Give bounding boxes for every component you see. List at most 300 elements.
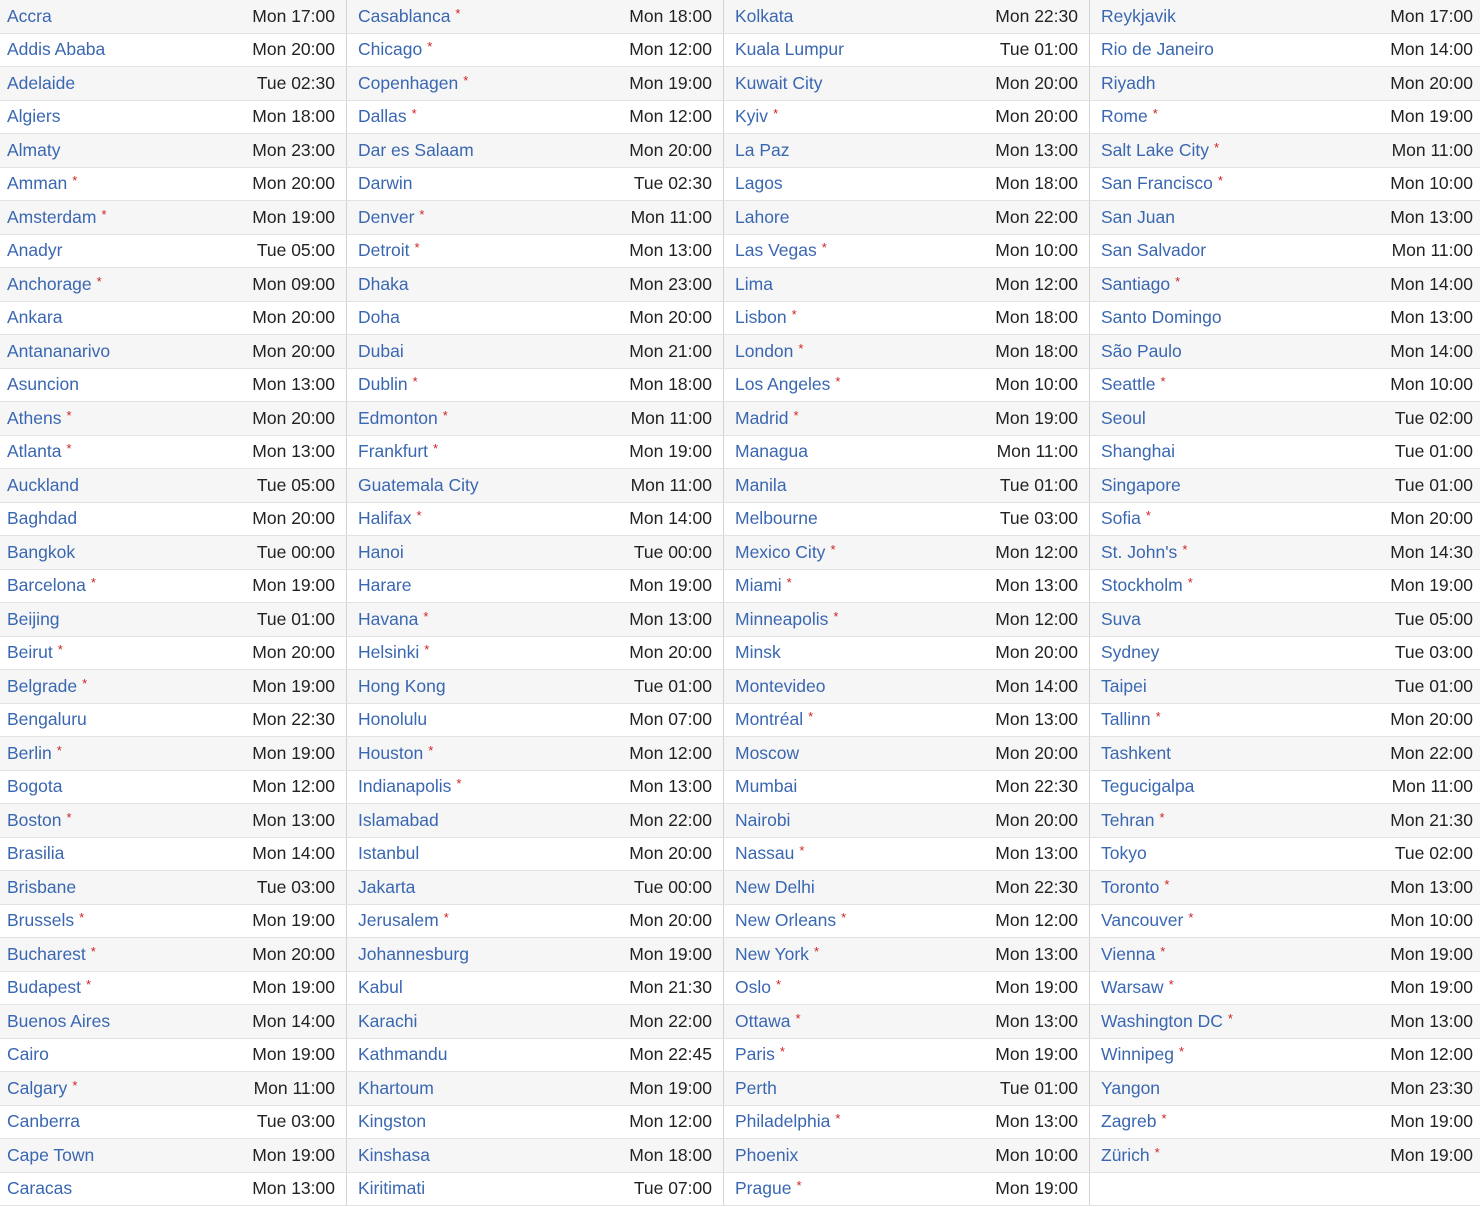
city-link[interactable]: Harare — [358, 575, 412, 596]
city-link[interactable]: Bangkok — [7, 541, 76, 562]
city-label-group — [1101, 542, 1187, 563]
city-time-cell — [1090, 436, 1480, 469]
city-link[interactable]: New Orleans — [735, 910, 837, 931]
local-time: Mon 22:00 — [629, 809, 712, 830]
city-link[interactable]: Suva — [1101, 608, 1141, 629]
city-link[interactable]: Moscow — [735, 742, 800, 763]
table-row — [0, 603, 1480, 637]
city-link[interactable]: Lahore — [735, 206, 790, 227]
city-link[interactable]: Kingston — [358, 1111, 427, 1132]
city-link[interactable]: St. John's — [1101, 541, 1178, 562]
local-time: Mon 20:00 — [252, 340, 335, 361]
city-label-group — [7, 977, 91, 998]
local-time: Mon 12:00 — [629, 106, 712, 127]
city-link[interactable]: Brasilia — [7, 843, 65, 864]
city-link[interactable]: Atlanta — [7, 441, 62, 462]
city-link[interactable]: Beijing — [7, 608, 60, 629]
local-time: Mon 20:00 — [995, 742, 1078, 763]
city-link[interactable]: Mexico City — [735, 541, 826, 562]
local-time: Mon 22:45 — [629, 1044, 712, 1065]
city-link[interactable]: Edmonton — [358, 407, 438, 428]
city-link[interactable]: Chicago — [358, 39, 423, 60]
city-link[interactable]: Lagos — [735, 173, 783, 194]
local-time: Mon 10:00 — [995, 374, 1078, 395]
city-time-cell — [347, 436, 724, 469]
city-link[interactable]: Paris — [735, 1044, 775, 1065]
city-link[interactable]: Anadyr — [7, 240, 63, 261]
table-row — [0, 1106, 1480, 1140]
city-link[interactable]: Rome — [1101, 106, 1148, 127]
city-label-group — [358, 609, 428, 630]
city-label-group — [1101, 1078, 1160, 1099]
city-link[interactable]: São Paulo — [1101, 340, 1182, 361]
city-link[interactable]: Phoenix — [735, 1144, 799, 1165]
city-label-group — [1101, 843, 1147, 864]
city-link[interactable]: Lima — [735, 273, 773, 294]
city-link[interactable]: Kuala Lumpur — [735, 39, 844, 60]
city-link[interactable]: Warsaw — [1101, 977, 1164, 998]
city-link[interactable]: Amman — [7, 173, 68, 194]
local-time: Tue 01:00 — [1394, 474, 1473, 495]
local-time: Tue 00:00 — [633, 541, 712, 562]
city-link[interactable]: Darwin — [358, 173, 413, 194]
city-link[interactable]: Helsinki — [358, 642, 420, 663]
local-time: Mon 07:00 — [629, 709, 712, 730]
local-time: Mon 19:00 — [252, 1144, 335, 1165]
city-label-group — [7, 1111, 80, 1132]
local-time: Tue 03:00 — [1394, 642, 1473, 663]
local-time: Mon 13:00 — [252, 809, 335, 830]
city-link[interactable]: Taipei — [1101, 675, 1147, 696]
city-link[interactable]: Indianapolis — [358, 776, 452, 797]
asterisk-marker: * — [1145, 508, 1151, 524]
city-label-group — [358, 6, 460, 27]
asterisk-marker: * — [456, 776, 462, 792]
city-label-group — [358, 441, 438, 462]
city-link[interactable]: Athens — [7, 407, 62, 428]
city-label-group — [358, 307, 400, 328]
city-link[interactable]: Singapore — [1101, 474, 1181, 495]
city-link[interactable]: Manila — [735, 474, 787, 495]
city-link[interactable]: Bogota — [7, 776, 63, 797]
city-link[interactable]: Perth — [735, 1077, 777, 1098]
table-row — [0, 67, 1480, 101]
city-time-cell — [1090, 402, 1480, 435]
city-time-cell — [0, 469, 347, 502]
city-time-cell — [724, 1106, 1090, 1139]
city-link[interactable]: Montevideo — [735, 675, 826, 696]
city-time-cell — [0, 0, 347, 33]
local-time: Tue 01:00 — [999, 474, 1078, 495]
city-link[interactable]: Philadelphia — [735, 1111, 831, 1132]
city-link[interactable]: Los Angeles — [735, 374, 831, 395]
local-time: Tue 01:00 — [999, 39, 1078, 60]
city-link[interactable]: Zürich — [1101, 1144, 1150, 1165]
city-time-cell — [0, 938, 347, 971]
city-link[interactable]: Hong Kong — [358, 675, 446, 696]
local-time: Mon 18:00 — [629, 1144, 712, 1165]
city-time-cell — [724, 603, 1090, 636]
asterisk-marker: * — [1154, 1144, 1160, 1160]
city-link[interactable]: Seoul — [1101, 407, 1146, 428]
city-link[interactable]: Brussels — [7, 910, 75, 931]
table-row — [0, 302, 1480, 336]
city-time-cell — [347, 503, 724, 536]
city-time-cell — [1090, 1106, 1480, 1139]
city-link[interactable]: Boston — [7, 809, 62, 830]
city-label-group — [1101, 341, 1182, 362]
city-link[interactable]: New Delhi — [735, 876, 815, 897]
city-link[interactable]: Halifax — [358, 508, 412, 529]
local-time: Mon 19:00 — [629, 1077, 712, 1098]
city-link[interactable]: Jakarta — [358, 876, 416, 897]
city-link[interactable]: Toronto — [1101, 876, 1160, 897]
city-label-group — [358, 810, 439, 831]
city-link[interactable]: Mumbai — [735, 776, 798, 797]
city-link[interactable]: Bengaluru — [7, 709, 87, 730]
local-time: Mon 12:00 — [995, 910, 1078, 931]
city-link[interactable]: London — [735, 340, 794, 361]
local-time: Tue 01:00 — [256, 608, 335, 629]
city-time-cell — [347, 972, 724, 1005]
city-link[interactable]: Shanghai — [1101, 441, 1175, 462]
asterisk-marker: * — [841, 910, 847, 926]
city-link[interactable]: Tokyo — [1101, 843, 1147, 864]
city-time-cell — [347, 570, 724, 603]
city-link[interactable]: Istanbul — [358, 843, 420, 864]
asterisk-marker: * — [96, 273, 102, 289]
city-link[interactable]: Dhaka — [358, 273, 409, 294]
table-row — [0, 905, 1480, 939]
city-label-group — [1101, 877, 1169, 898]
asterisk-marker: * — [412, 374, 418, 390]
local-time: Mon 18:00 — [629, 374, 712, 395]
city-link[interactable]: Hanoi — [358, 541, 404, 562]
city-label-group — [7, 575, 96, 596]
table-row — [0, 536, 1480, 570]
asterisk-marker: * — [424, 642, 430, 658]
city-link[interactable]: Reykjavik — [1101, 5, 1176, 26]
city-link[interactable]: Zagreb — [1101, 1111, 1157, 1132]
city-link[interactable]: Buenos Aires — [7, 1010, 111, 1031]
city-link[interactable]: Adelaide — [7, 72, 76, 93]
city-link[interactable]: Tehran — [1101, 809, 1155, 830]
city-link[interactable]: Oslo — [735, 977, 771, 998]
city-link[interactable]: Bucharest — [7, 943, 86, 964]
city-label-group — [735, 408, 799, 429]
city-link[interactable]: Santiago — [1101, 273, 1171, 294]
city-link[interactable]: Denver — [358, 206, 415, 227]
local-time: Mon 09:00 — [252, 273, 335, 294]
local-time: Mon 19:00 — [995, 977, 1078, 998]
city-link[interactable]: Salt Lake City — [1101, 139, 1209, 160]
city-link[interactable]: Las Vegas — [735, 240, 817, 261]
city-label-group — [735, 575, 792, 596]
city-link[interactable]: Kiritimati — [358, 1178, 426, 1199]
local-time: Mon 14:00 — [629, 508, 712, 529]
city-link[interactable]: Vancouver — [1101, 910, 1184, 931]
city-link[interactable]: Sydney — [1101, 642, 1160, 663]
local-time: Mon 22:00 — [629, 1010, 712, 1031]
city-time-cell — [0, 168, 347, 201]
city-link[interactable]: San Juan — [1101, 206, 1175, 227]
local-time: Tue 03:00 — [256, 876, 335, 897]
local-time: Mon 12:00 — [629, 1111, 712, 1132]
asterisk-marker: * — [795, 1010, 801, 1026]
city-time-cell — [1090, 871, 1480, 904]
city-link[interactable]: Jerusalem — [358, 910, 439, 931]
city-time-cell — [347, 335, 724, 368]
city-label-group — [358, 944, 469, 965]
asterisk-marker: * — [1160, 943, 1166, 959]
asterisk-marker: * — [433, 441, 439, 457]
local-time: Mon 19:00 — [252, 675, 335, 696]
city-link[interactable]: Tegucigalpa — [1101, 776, 1195, 797]
city-link[interactable]: Auckland — [7, 474, 79, 495]
local-time: Mon 13:00 — [1390, 206, 1473, 227]
local-time: Mon 18:00 — [995, 307, 1078, 328]
city-label-group — [358, 73, 468, 94]
city-link[interactable]: Vienna — [1101, 943, 1156, 964]
city-link[interactable]: Minneapolis — [735, 608, 829, 629]
local-time: Tue 02:00 — [1394, 407, 1473, 428]
asterisk-marker: * — [72, 173, 78, 189]
local-time: Mon 13:00 — [995, 943, 1078, 964]
city-link[interactable]: Madrid — [735, 407, 789, 428]
city-label-group — [7, 877, 76, 898]
local-time: Mon 19:00 — [1390, 1144, 1473, 1165]
local-time: Mon 20:00 — [629, 910, 712, 931]
city-time-cell — [347, 871, 724, 904]
city-link[interactable]: Budapest — [7, 977, 81, 998]
city-label-group — [358, 341, 404, 362]
city-link[interactable]: Minsk — [735, 642, 781, 663]
city-time-cell — [724, 201, 1090, 234]
city-label-group — [735, 709, 813, 730]
city-time-cell — [347, 168, 724, 201]
local-time: Mon 11:00 — [630, 474, 712, 495]
city-link[interactable]: Ankara — [7, 307, 63, 328]
city-link[interactable]: Melbourne — [735, 508, 818, 529]
city-link[interactable]: Beirut — [7, 642, 53, 663]
asterisk-marker: * — [66, 809, 72, 825]
city-link[interactable]: Yangon — [1101, 1077, 1161, 1098]
city-link[interactable]: Stockholm — [1101, 575, 1183, 596]
city-time-cell — [724, 771, 1090, 804]
city-link[interactable]: Sofia — [1101, 508, 1141, 529]
city-link[interactable]: Kuwait City — [735, 72, 823, 93]
city-link[interactable]: Ottawa — [735, 1010, 791, 1031]
city-link[interactable]: Doha — [358, 307, 400, 328]
city-link[interactable]: Lisbon — [735, 307, 787, 328]
city-link[interactable]: Tallinn — [1101, 709, 1151, 730]
city-link[interactable]: Dubai — [358, 340, 404, 361]
city-link[interactable]: Cape Town — [7, 1144, 95, 1165]
city-link[interactable]: Caracas — [7, 1178, 73, 1199]
city-label-group — [735, 106, 778, 127]
city-time-cell — [724, 570, 1090, 603]
city-link[interactable]: Dar es Salaam — [358, 139, 474, 160]
city-link[interactable]: Washington DC — [1101, 1010, 1223, 1031]
city-link[interactable]: Winnipeg — [1101, 1044, 1174, 1065]
city-link[interactable]: New York — [735, 943, 809, 964]
city-time-cell — [1090, 101, 1480, 134]
city-link[interactable]: Berlin — [7, 742, 52, 763]
city-link[interactable]: San Francisco — [1101, 173, 1213, 194]
city-link[interactable]: Canberra — [7, 1111, 80, 1132]
city-time-cell — [724, 1072, 1090, 1105]
city-time-cell — [1090, 134, 1480, 167]
city-label-group — [358, 39, 432, 60]
city-link[interactable]: Houston — [358, 742, 424, 763]
local-time: Mon 20:00 — [995, 642, 1078, 663]
local-time: Mon 20:00 — [252, 39, 335, 60]
city-label-group — [358, 374, 418, 395]
city-label-group — [1101, 709, 1161, 730]
city-link[interactable]: Rio de Janeiro — [1101, 39, 1214, 60]
local-time: Mon 19:00 — [629, 943, 712, 964]
city-link[interactable]: Accra — [7, 5, 52, 26]
city-link[interactable]: Seattle — [1101, 374, 1156, 395]
city-time-cell — [347, 737, 724, 770]
city-link[interactable]: Nairobi — [735, 809, 791, 830]
city-link[interactable]: Barcelona — [7, 575, 86, 596]
city-link[interactable]: Copenhagen — [358, 72, 459, 93]
city-time-cell — [347, 1139, 724, 1172]
city-link[interactable]: Montréal — [735, 709, 804, 730]
city-link[interactable]: Dublin — [358, 374, 408, 395]
city-label-group — [1101, 676, 1147, 697]
asterisk-marker: * — [786, 575, 792, 591]
city-label-group — [1101, 910, 1193, 931]
city-link[interactable]: Kabul — [358, 977, 403, 998]
city-link[interactable]: Cairo — [7, 1044, 49, 1065]
city-label-group — [735, 240, 827, 261]
city-link[interactable]: Kyiv — [735, 106, 769, 127]
city-link[interactable]: Kinshasa — [358, 1144, 430, 1165]
city-link[interactable]: Khartoum — [358, 1077, 434, 1098]
city-link[interactable]: Managua — [735, 441, 808, 462]
city-link[interactable]: La Paz — [735, 139, 790, 160]
asterisk-marker: * — [79, 910, 85, 926]
city-label-group — [735, 944, 819, 965]
city-time-cell — [1090, 938, 1480, 971]
city-label-group — [735, 73, 823, 94]
city-label-group — [735, 1145, 798, 1166]
city-link[interactable]: Santo Domingo — [1101, 307, 1222, 328]
city-link[interactable]: Baghdad — [7, 508, 78, 529]
city-link[interactable]: Tashkent — [1101, 742, 1172, 763]
city-time-cell — [724, 670, 1090, 703]
city-link[interactable]: Anchorage — [7, 273, 92, 294]
city-link[interactable]: Miami — [735, 575, 782, 596]
asterisk-marker: * — [1213, 139, 1220, 155]
city-link[interactable]: Dallas — [358, 106, 407, 127]
city-label-group — [7, 441, 72, 462]
city-time-cell — [0, 637, 347, 670]
local-time: Mon 12:00 — [1390, 1044, 1473, 1065]
city-link[interactable]: San Salvador — [1101, 240, 1207, 261]
city-time-cell — [1090, 369, 1480, 402]
local-time: Mon 20:00 — [1390, 508, 1473, 529]
city-time-cell — [724, 268, 1090, 301]
city-link[interactable]: Almaty — [7, 139, 61, 160]
city-label-group — [358, 776, 461, 797]
city-link[interactable]: Addis Ababa — [7, 39, 106, 60]
city-time-cell — [1090, 838, 1480, 871]
city-link[interactable]: Honolulu — [358, 709, 428, 730]
city-time-cell — [0, 1005, 347, 1038]
city-label-group — [735, 274, 773, 295]
city-link[interactable]: Havana — [358, 608, 419, 629]
city-time-cell — [347, 938, 724, 971]
local-time: Mon 12:00 — [629, 39, 712, 60]
city-link[interactable]: Algiers — [7, 106, 61, 127]
asterisk-marker: * — [72, 1077, 78, 1093]
city-label-group — [1101, 173, 1223, 194]
city-link[interactable]: Johannesburg — [358, 943, 469, 964]
city-link[interactable]: Asuncion — [7, 374, 79, 395]
local-time: Mon 17:00 — [252, 5, 335, 26]
city-link[interactable]: Brisbane — [7, 876, 77, 897]
city-link[interactable]: Islamabad — [358, 809, 439, 830]
city-link[interactable]: Guatemala City — [358, 474, 479, 495]
city-link[interactable]: Karachi — [358, 1010, 418, 1031]
city-link[interactable]: Belgrade — [7, 675, 78, 696]
city-link[interactable]: Kolkata — [735, 5, 794, 26]
city-time-cell — [724, 804, 1090, 837]
city-time-cell — [0, 838, 347, 871]
local-time: Mon 19:00 — [995, 1178, 1078, 1199]
city-time-cell — [0, 670, 347, 703]
city-link[interactable]: Calgary — [7, 1077, 68, 1098]
city-link[interactable]: Riyadh — [1101, 72, 1156, 93]
local-time: Tue 05:00 — [256, 240, 335, 261]
city-link[interactable]: Antananarivo — [7, 340, 111, 361]
city-time-cell — [0, 603, 347, 636]
local-time: Tue 02:00 — [1394, 843, 1473, 864]
local-time: Mon 11:00 — [253, 1077, 335, 1098]
city-link[interactable]: Casablanca — [358, 5, 451, 26]
city-link[interactable]: Kathmandu — [358, 1044, 448, 1065]
city-label-group — [7, 274, 102, 295]
local-time: Mon 19:00 — [1390, 943, 1473, 964]
city-time-cell — [0, 34, 347, 67]
local-time: Mon 18:00 — [995, 340, 1078, 361]
asterisk-marker: * — [427, 39, 433, 55]
city-label-group — [7, 508, 77, 529]
local-time: Tue 01:00 — [999, 1077, 1078, 1098]
city-label-group — [7, 776, 62, 797]
city-link[interactable]: Detroit — [358, 240, 410, 261]
city-link[interactable]: Nassau — [735, 843, 795, 864]
local-time: Tue 07:00 — [633, 1178, 712, 1199]
city-link[interactable]: Frankfurt — [358, 441, 429, 462]
local-time: Mon 20:00 — [629, 139, 712, 160]
city-time-cell — [0, 704, 347, 737]
local-time: Mon 13:00 — [1390, 307, 1473, 328]
city-link[interactable]: Prague — [735, 1178, 792, 1199]
city-label-group — [358, 910, 449, 931]
local-time: Mon 13:00 — [252, 374, 335, 395]
city-time-cell — [1090, 1039, 1480, 1072]
local-time: Mon 23:00 — [629, 273, 712, 294]
asterisk-marker: * — [455, 5, 461, 21]
city-time-cell — [1090, 469, 1480, 502]
city-link[interactable]: Amsterdam — [7, 206, 97, 227]
city-label-group — [735, 207, 790, 228]
city-label-group — [1101, 977, 1174, 998]
